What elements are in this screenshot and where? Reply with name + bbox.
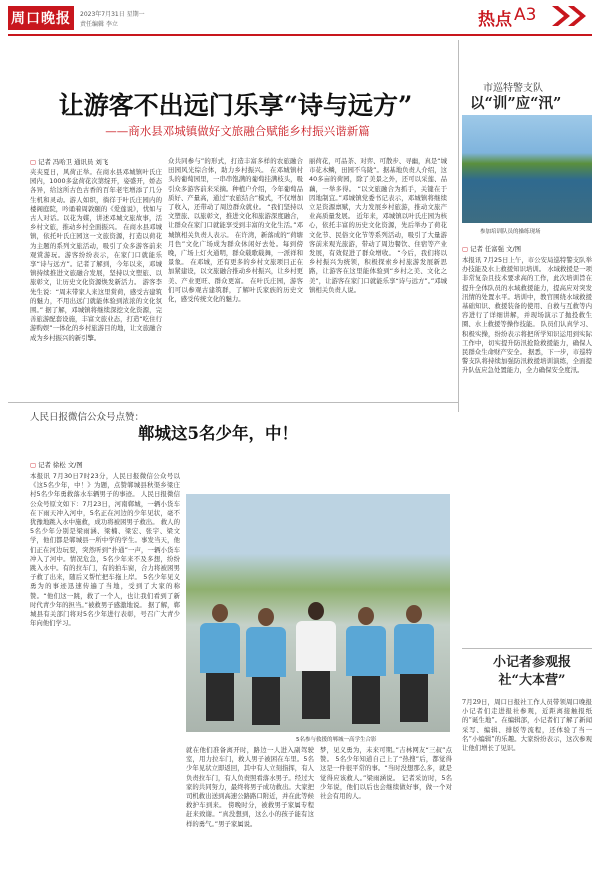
lead-column-2: 众共同参与”的形式，打造丰富多样的农旅融合田园风光综合体，助力乡村振兴。 在邓城镇村头的葡萄园里，一串串饱满的葡萄挂满枝头，吸引众多游客前来采摘。种植户介绍，今年葡萄品质好、产量高，通过“农旅结合”模式，不仅增加了收入，还带动了周边群众就业。 “我们坚持以文塑旅、以旅彰文，推进文化和旅游深度融合，让群众在家门口就能享受到丰富的文化生活。”邓城镇相关负责人表示。 在许湾，新落成的“荷塘月色”文化广场成为群众休闲好去处。每到傍晚，广场上灯火通明，群众载歌载舞，一派祥和景象。 在邓城，还有更多的乡村文旅项目正在加紧建设，以文旅融合推动乡村振兴，让乡村更美、产业更旺、群众更富。 在叶氏庄园，游客们可以参观古建筑群，了解叶氏家族的历史文化，感受传统文化的魅力。 [168,157,303,304]
lead-headline: 让游客不出远门乐享“诗与远方” [58,91,413,120]
lead-byline [30,157,108,166]
byline-marker-icon: ▢ [30,158,37,166]
mid-byline-text: 记者 徐松 文/图 [38,461,83,469]
newspaper-logo: 周口晚报 [8,6,74,30]
lead-column-3: 丽荷花，可品茶、对弈、可散步、寻幽，真是“城市花木鳞，田园不乌陇”。据基地负责人介绍，这40多亩的荷园，除了美景之外，还可以采莲、品藕，一举多得。 “以文旅融合为抓手，关键在于因地制宜。”邓城镇党委书记表示，邓城镇将继续立足资源禀赋，大力发展乡村旅游，推动文旅产业高质量发展。 近年来，邓城镇以叶氏庄园为核心，依托丰富的历史文化资源，先后举办了荷花文化节、民俗文化节等系列活动，吸引了大量游客前来观光旅游，带动了周边餐饮、住宿等产业发展，有效促进了群众增收。 “今后，我们将以乡村振兴为统领，积极探索乡村旅游发展新思路，让游客在这里能体验到“乡村之美、文化之美”，让游客在家门口就能乐享“诗与远方”。”邓城镇相关负责人说。 [309,157,447,294]
training-photo-caption: 参加培训队员的操练现场 [480,229,541,235]
section-divider [8,402,458,403]
sidebar-title: 以“训”应“汛” [470,95,562,112]
lead-column-1: 夹夹夏日，风荷正举。在商水县邓城镇叶氏庄园内，1000多盆荷花次第绽开，姿盛开，娇态各异，给这所古色古香的百年老宅增添了几分生机和灵动。游人如织，徜徉于叶氏庄园内的楼阁庭院，吟诵着周敦颐的《爱莲说》，忧如与古人对话。以花为媒，讲述邓城文旅故事，活乡村文旅，推动乡村全面振兴。 在商水县邓城镇，依托叶氏庄园这一文旅资源，打造以荷花为主题的系列文旅活动，吸引了众多游客前来观赏游玩。游客纷纷表示，在家门口就能乐享“诗与远方”。记者了解到，今年以来，邓城镇持续推进文旅融合发展，坚持以文塑旅、以旅彰文，让历史文化资源焕发新活力。 游客李先生说：“周末带家人来这里赏荷，感受古建筑的魅力，不用出远门就能体验到浓浓的文化氛围。” 据了解，邓城镇将继续深挖文化资源，完善旅游配套设施，丰富文旅业态，打造“吃住行游购娱”一体化的乡村旅游目的地，让文旅融合成为乡村振兴的新引擎。 [30,168,162,342]
mid-column-1: 本报讯 7月30日7时23分，人民日报微信公众号以《这5名少年，中！》为题，点赞郸城县秋渠乡梁庄村5名少年勇救落水车辆男子的事迹。 人民日报微信公众号原文如下：7月23日，河南郸城，一辆小货车在下雨天冲入河中，5名正在河边的少年见状，毫不犹豫地跳入水中施救，成功将被困男子救出。 救人的5名少年分别是梁雨涵、梁楠、梁宏、张宇、梁文学，他们都是郸城县一所中学的学生。事发当天，他们正在河边玩耍，突然听到“扑通”一声，一辆小货车冲入了河中。情况危急，5名少年来不及多想，纷纷跳入水中。有的拉车门，有的拍车窗，合力将被困男子救了出来，随后又帮忙把车拖上岸。 5名少年见义勇为的事迹迅速传遍了当地，受到了大家的称赞。“他们这一跳，救了一个人，也让我们看到了新时代青少年的担当。”被救男子感激地说。 据了解，郸城县有关部门将对5名少年进行表彰，号召广大青少年向他们学习。 [30,472,180,628]
sidebar-story2-body: 7月29日，周口日报社工作人员带领周口晚报小记者们走进报社参观，近距离接触报纸的“诞生地”。在编辑部，小记者们了解了新闻采写、编辑、排版等流程，还体验了当一名“小编辑”的乐趣。大家纷纷表示，这次参观让他们增长了见识。 [462,698,592,753]
student-figure [200,604,240,732]
byline-marker-icon: ▢ [30,461,37,469]
student-figure [246,608,286,732]
student-figure [346,607,386,732]
students-photo-caption: 5名参与救援的郸城一高学生合影 [296,737,377,743]
students-photo [186,494,450,732]
mid-column-2: 就在他们准备离开时，路边一人进入副驾驶室，用力拉车门，救人男子被困在车里。5名少年见状立即返回，其中有人立刻指挥，有人负责拉车门，有人负责照看落水男子。经过大家的共同努力，最终将男子成功救出。大家把司机救出送到高速公路路口附近，并在此等候救护车到来。 傍晚时分，被救男子家属专程赶来致谢。“真没想到，这么小的孩子能有这样的勇气。”男子家属说。 [186,746,314,828]
sidebar-story2-title: 小记者参观报社“大本营” [492,655,571,688]
editor-line: 责任编辑 李立 [80,21,118,28]
issue-date: 2023年7月31日 星期一 [80,11,145,18]
student-figure [296,602,336,732]
mid-kicker: 人民日报微信公众号点赞： [30,412,145,423]
masthead-rule [8,34,592,36]
page-number: A3 [514,5,537,25]
byline-marker-icon: ▢ [462,245,469,253]
student-figure [394,605,434,732]
mid-column-3: 梦，见义勇为，未来可期。”吉林网友“三叔”点赞。 5名少年知道自己上了“热搜”后，都觉得这是一件很平常的事。“当时没想那么多，就是觉得应该救人。”梁雨涵说。 记者采访时，5名少年说，他们以后也会继续做好事，做一个对社会有用的人。 [320,746,452,801]
chevron-decoration-icon [548,4,596,28]
sidebar-byline [462,244,521,253]
sidebar-byline-text: 记者 任富强 文/图 [470,245,522,253]
lead-byline-text: 记者 冯哈卫 通讯员 刘飞 [38,158,109,166]
sidebar-kicker: 市巡特警支队 [483,83,543,94]
lead-subheadline: ——商水县邓城镇做好文旅融合赋能乡村振兴谐新篇 [105,124,370,138]
sidebar-body: 本报讯 7月25日上午，市公安局巡特警支队举办技能及水上救援知识培训。 水域救援是一项非常复杂且技术要求高的工作，此次培训旨在提升全体队员的水域救援能力，提高应对突发汛情的处置水平。培训中，教官围绕水域救援基础知识、救援装备的使用、自救与互救等内容进行了详细讲解，并现场演示了抛投救生圈、水上救援等操作技能。 队员们认真学习、积极实操，纷纷表示将把所学知识运用到实际工作中，切实提升防汛抢险救援能力，确保人民群众生命财产安全。 据悉，下一步，市巡特警支队将持续加强防汛救援培训演练，全面提升队伍应急处置能力，全力确保安全度汛。 [462,256,592,375]
mid-headline: 郸城这5名少年，中！ [138,424,298,443]
training-photo [462,115,592,223]
section-name: 热点 [478,10,512,30]
mid-byline [30,460,83,469]
column-divider [458,40,459,412]
sidebar-divider [462,648,592,649]
